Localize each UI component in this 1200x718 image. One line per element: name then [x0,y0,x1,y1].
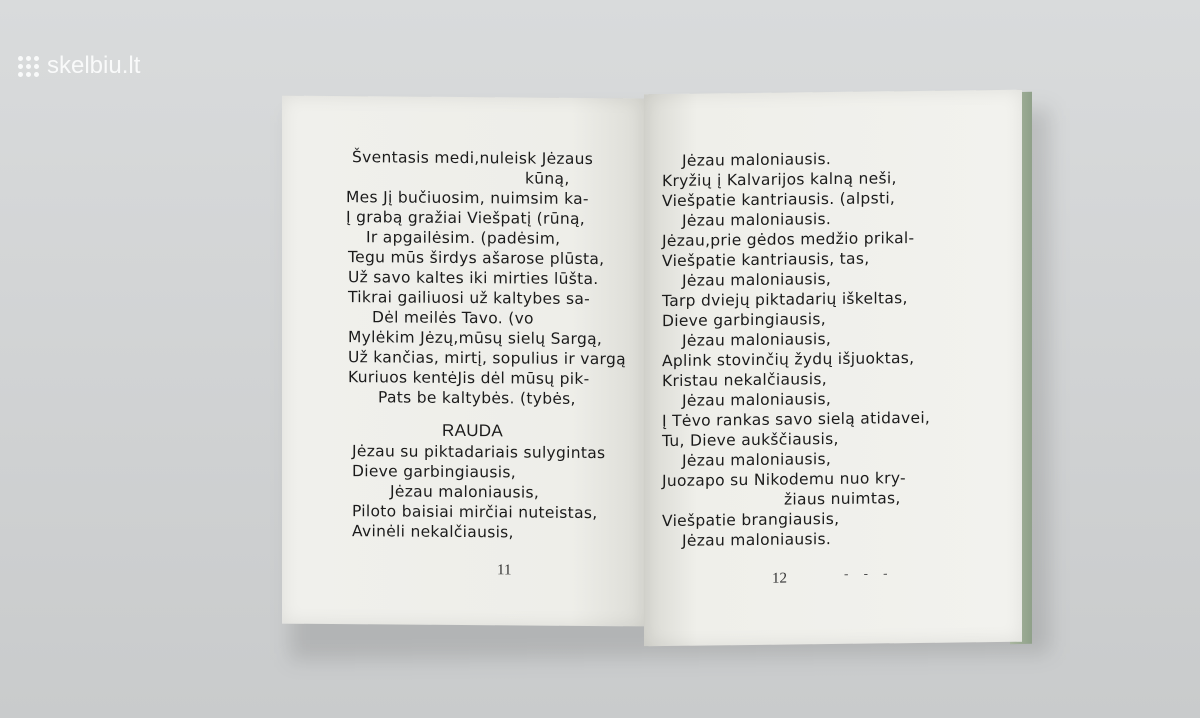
dots-icon [18,56,39,77]
text-line: Kristau nekalčiausis, [662,370,827,391]
text-line: Viešpatie kantriausis. (alpsti, [662,189,896,211]
text-line: Į grabą gražiai Viešpatį (rūną, [346,208,585,228]
text-line: Dėl meilės Tavo. (vo [372,308,534,328]
text-line: Šventasis medi,nuleisk Jėzaus [352,148,594,169]
text-line: Ir apgailėsim. (padėsim, [366,228,561,248]
text-line: Mylėkim Jėzų,mūsų sielų Sargą, [348,328,603,349]
text-line: Viešpatie brangiausis, [662,509,840,531]
text-line: Mes Jį bučiuosim, nuimsim ka- [346,188,589,208]
text-line: Už kančias, mirtį, sopulius ir vargą [348,348,626,369]
text-line: Aplink stovinčių žydų išjuoktas, [662,349,915,371]
text-line: Jėzau maloniausis, [682,270,832,290]
text-line: Kuriuos kentėJis dėl mūsų pik- [348,368,590,388]
text-line: Dieve garbingiausis, [352,462,516,482]
text-line: Jėzau maloniausis, [390,482,540,502]
text-line: Jėzau su piktadariais sulygintas [352,442,606,463]
text-line: Tegu mūs širdys ašarose plūsta, [348,248,605,269]
text-line: Jėzau maloniausis. [682,210,832,230]
text-line: Jėzau maloniausis. [682,150,832,170]
text-line: Už savo kaltes iki mirties lūšta. [348,268,599,289]
text-line: Dieve garbingiausis, [662,310,826,331]
left-page [282,96,644,627]
watermark-text: skelbiu.lt [47,52,141,79]
text-line: kūną, [525,169,570,188]
text-line: Jėzau maloniausis, [682,330,832,350]
text-line: Jėzau,prie gėdos medžio prikal- [662,229,915,251]
text-line: Į Tėvo rankas savo sielą atidavei, [662,408,931,431]
text-line: Avinėli nekalčiausis, [352,522,514,542]
text-line: Jėzau maloniausis, [682,450,832,470]
text-line: Viešpatie kantriausis, tas, [662,249,870,271]
text-line: Jėzau maloniausis. [682,530,832,550]
page-number: 11 [497,562,512,579]
text-line: Pats be kaltybės. (tybės, [378,388,576,408]
text-line: Jėzau maloniausis, [682,390,832,410]
section-heading: RAUDA [442,420,504,441]
text-line: Tu, Dieve aukščiausis, [662,429,839,451]
watermark-logo [18,52,140,80]
ink-smudge: - - - [844,565,894,581]
text-line: Piloto baisiai mirčiai nuteistas, [352,502,598,523]
right-page [644,90,1022,647]
text-line: Tarp dviejų piktadarių iškeltas, [662,289,908,311]
text-line: žiaus nuimtas, [784,489,901,509]
text-line: Kryžių į Kalvarijos kalną neši, [662,169,897,191]
page-number: 12 [772,570,787,587]
text-line: Tikrai gailiuosi už kaltybes sa- [348,288,591,308]
text-line: Juozapo su Nikodemu nuo kry- [662,469,906,491]
